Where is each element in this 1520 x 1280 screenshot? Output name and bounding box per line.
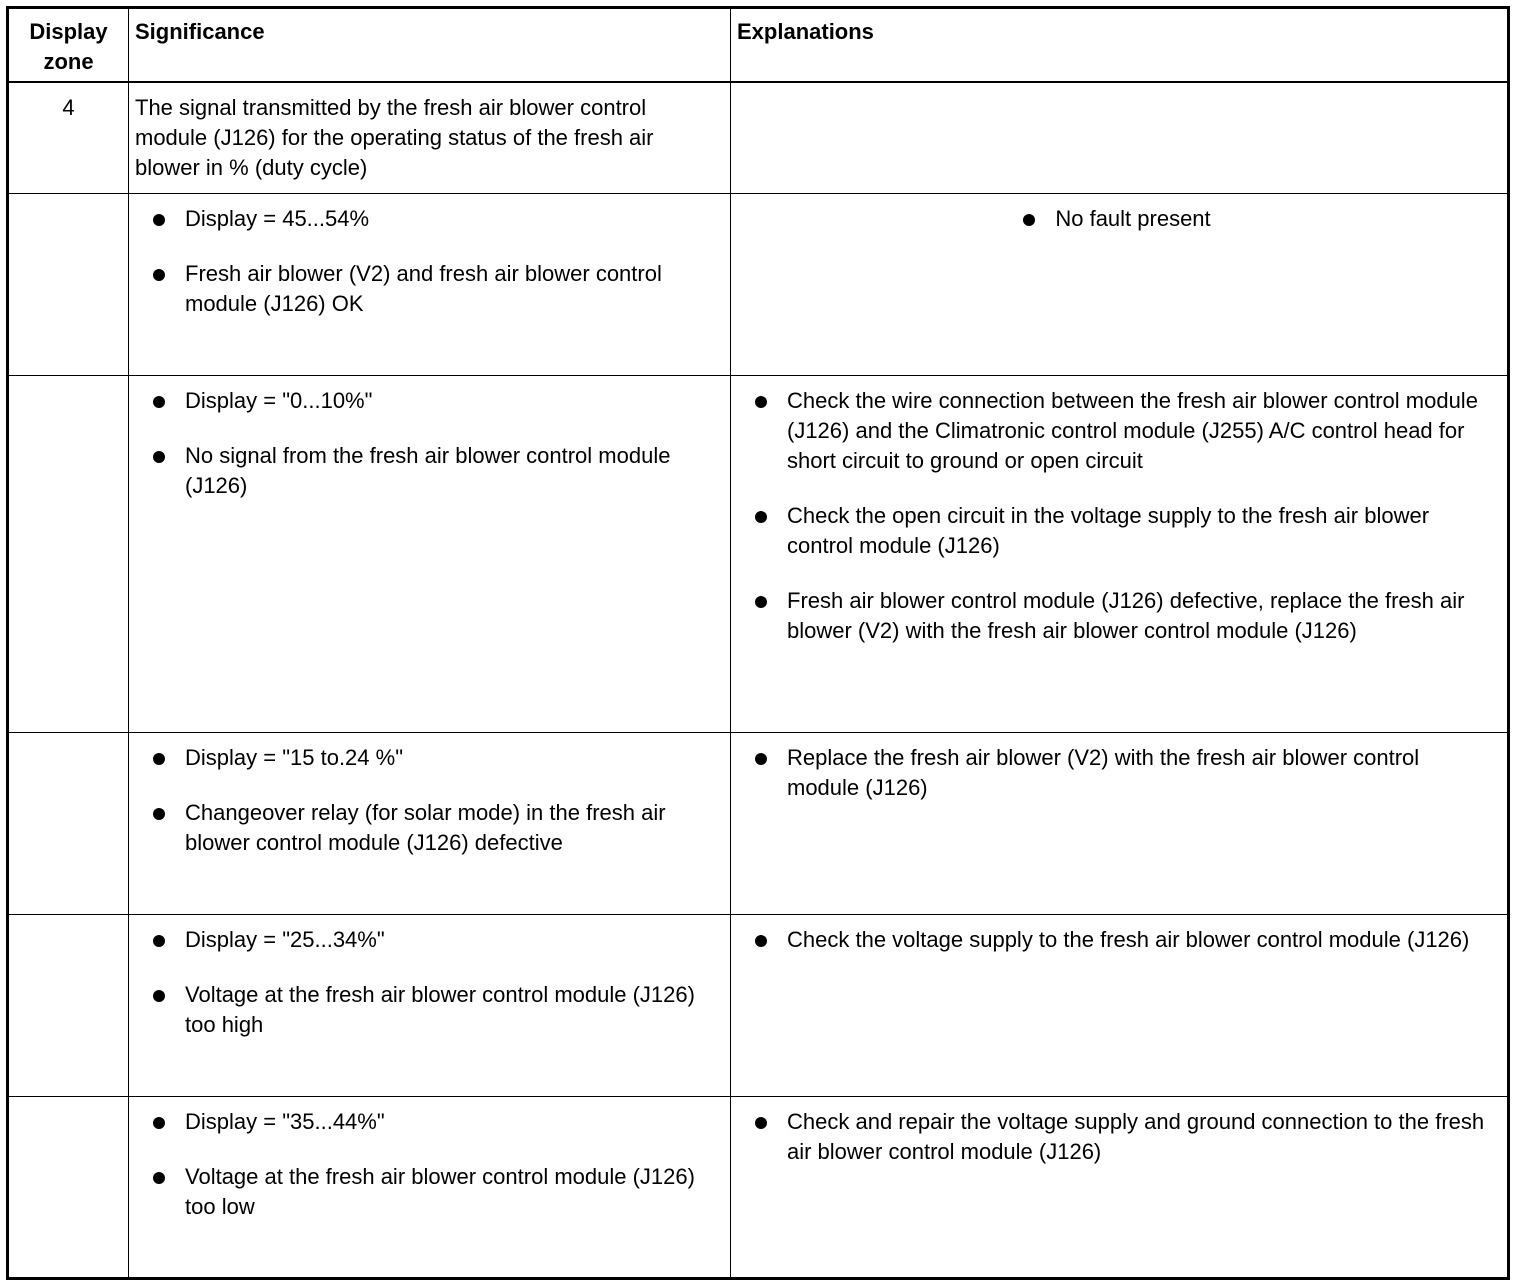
explanations-cell [731, 1097, 1509, 1279]
significance-list [135, 386, 720, 501]
explanations-list [737, 925, 1497, 955]
list-item-text: No signal from the fresh air blower control module (J126) [185, 443, 671, 498]
list-item [135, 441, 720, 501]
explanations-cell [731, 376, 1509, 733]
list-item [135, 204, 720, 234]
zone-cell-empty [8, 194, 129, 376]
list-item-text: Check the voltage supply to the fresh air blower control module (J126) [787, 927, 1470, 952]
bullet-dot-icon [153, 935, 165, 947]
zone-cell-empty [8, 733, 129, 915]
table-row [8, 376, 1509, 733]
significance-cell [129, 1097, 731, 1279]
list-item-text: Display = "15 to.24 %" [185, 745, 404, 770]
table-row [8, 1097, 1509, 1279]
header-row [8, 8, 1509, 83]
list-item [737, 501, 1497, 561]
display-zone-number: 4 [8, 82, 129, 194]
list-item [135, 1107, 720, 1137]
bullet-dot-icon [153, 269, 165, 281]
list-item-text: Check and repair the voltage supply and ground connection to the fresh air blower control module (J126) [787, 1109, 1485, 1164]
list-item [1023, 204, 1210, 234]
bullet-dot-icon [153, 1172, 165, 1184]
list-item [737, 386, 1497, 476]
list-item-text: Voltage at the fresh air blower control module (J126) too low [185, 1164, 695, 1219]
bullet-dot-icon [755, 396, 767, 408]
bullet-dot-icon [153, 1117, 165, 1129]
bullet-dot-icon [153, 808, 165, 820]
list-item [737, 586, 1497, 646]
list-item [135, 1162, 720, 1222]
significance-cell [129, 915, 731, 1097]
list-item-text: Display = "25...34%" [185, 927, 385, 952]
header-display-zone-line1: Display [29, 19, 108, 44]
bullet-dot-icon [755, 935, 767, 947]
list-item [135, 386, 720, 416]
list-item [135, 798, 720, 858]
list-item-text: Display = 45...54% [185, 206, 370, 231]
table-row [8, 733, 1509, 915]
bullet-dot-icon [755, 596, 767, 608]
list-item [737, 925, 1497, 955]
zone-explanations-text [731, 82, 1509, 194]
explanations-list [737, 386, 1497, 646]
list-item [737, 1107, 1497, 1167]
bullet-dot-icon [1023, 214, 1035, 226]
significance-list [135, 204, 720, 319]
significance-list [135, 743, 720, 858]
explanations-list [737, 1107, 1497, 1167]
list-item [135, 980, 720, 1040]
list-item-text: Check the wire connection between the fresh air blower control module (J126) and the Climatronic control module (J255) A/C control head for short circuit to ground or open circuit [787, 388, 1478, 473]
explanations-cell [731, 915, 1509, 1097]
header-significance: Significance [129, 8, 731, 83]
significance-cell [129, 194, 731, 376]
significance-list [135, 925, 720, 1040]
diagnostic-table [6, 6, 1510, 1280]
table-row-intro [8, 82, 1509, 194]
list-item-text: Voltage at the fresh air blower control module (J126) too high [185, 982, 695, 1037]
list-item [737, 743, 1497, 803]
header-display-zone [8, 8, 129, 83]
list-item-text: Check the open circuit in the voltage supply to the fresh air blower control module (J126) [787, 503, 1430, 558]
table-row [8, 194, 1509, 376]
header-display-zone-line2: zone [43, 49, 94, 74]
zone-cell-empty [8, 1097, 129, 1279]
significance-list [135, 1107, 720, 1222]
list-item-text: Fresh air blower (V2) and fresh air blower control module (J126) OK [185, 261, 662, 316]
list-item [135, 743, 720, 773]
list-item-text: No fault present [1055, 206, 1211, 231]
bullet-dot-icon [153, 990, 165, 1002]
list-item-text: Replace the fresh air blower (V2) with the fresh air blower control module (J126) [787, 745, 1420, 800]
list-item [135, 259, 720, 319]
bullet-dot-icon [153, 451, 165, 463]
explanations-list [737, 743, 1497, 803]
table-row [8, 915, 1509, 1097]
list-item-text: Fresh air blower control module (J126) defective, replace the fresh air blower (V2) with the fresh air blower control module (J126) [787, 588, 1465, 643]
bullet-dot-icon [755, 753, 767, 765]
header-explanations: Explanations [731, 8, 1509, 83]
table-header [8, 8, 1509, 83]
zone-cell-empty [8, 915, 129, 1097]
significance-cell [129, 376, 731, 733]
explanations-list [737, 204, 1497, 234]
list-item-text: Display = "0...10%" [185, 388, 373, 413]
zone-significance-text: The signal transmitted by the fresh air blower control module (J126) for the operating status of the fresh air blower in % (duty cycle) [129, 82, 731, 194]
list-item-text: Display = "35...44%" [185, 1109, 385, 1134]
bullet-dot-icon [755, 1117, 767, 1129]
list-item [135, 925, 720, 955]
bullet-dot-icon [153, 396, 165, 408]
bullet-dot-icon [755, 511, 767, 523]
significance-cell [129, 733, 731, 915]
list-item-text: Changeover relay (for solar mode) in the fresh air blower control module (J126) defective [185, 800, 666, 855]
explanations-cell [731, 733, 1509, 915]
zone-cell-empty [8, 376, 129, 733]
explanations-cell [731, 194, 1509, 376]
bullet-dot-icon [153, 214, 165, 226]
bullet-dot-icon [153, 753, 165, 765]
